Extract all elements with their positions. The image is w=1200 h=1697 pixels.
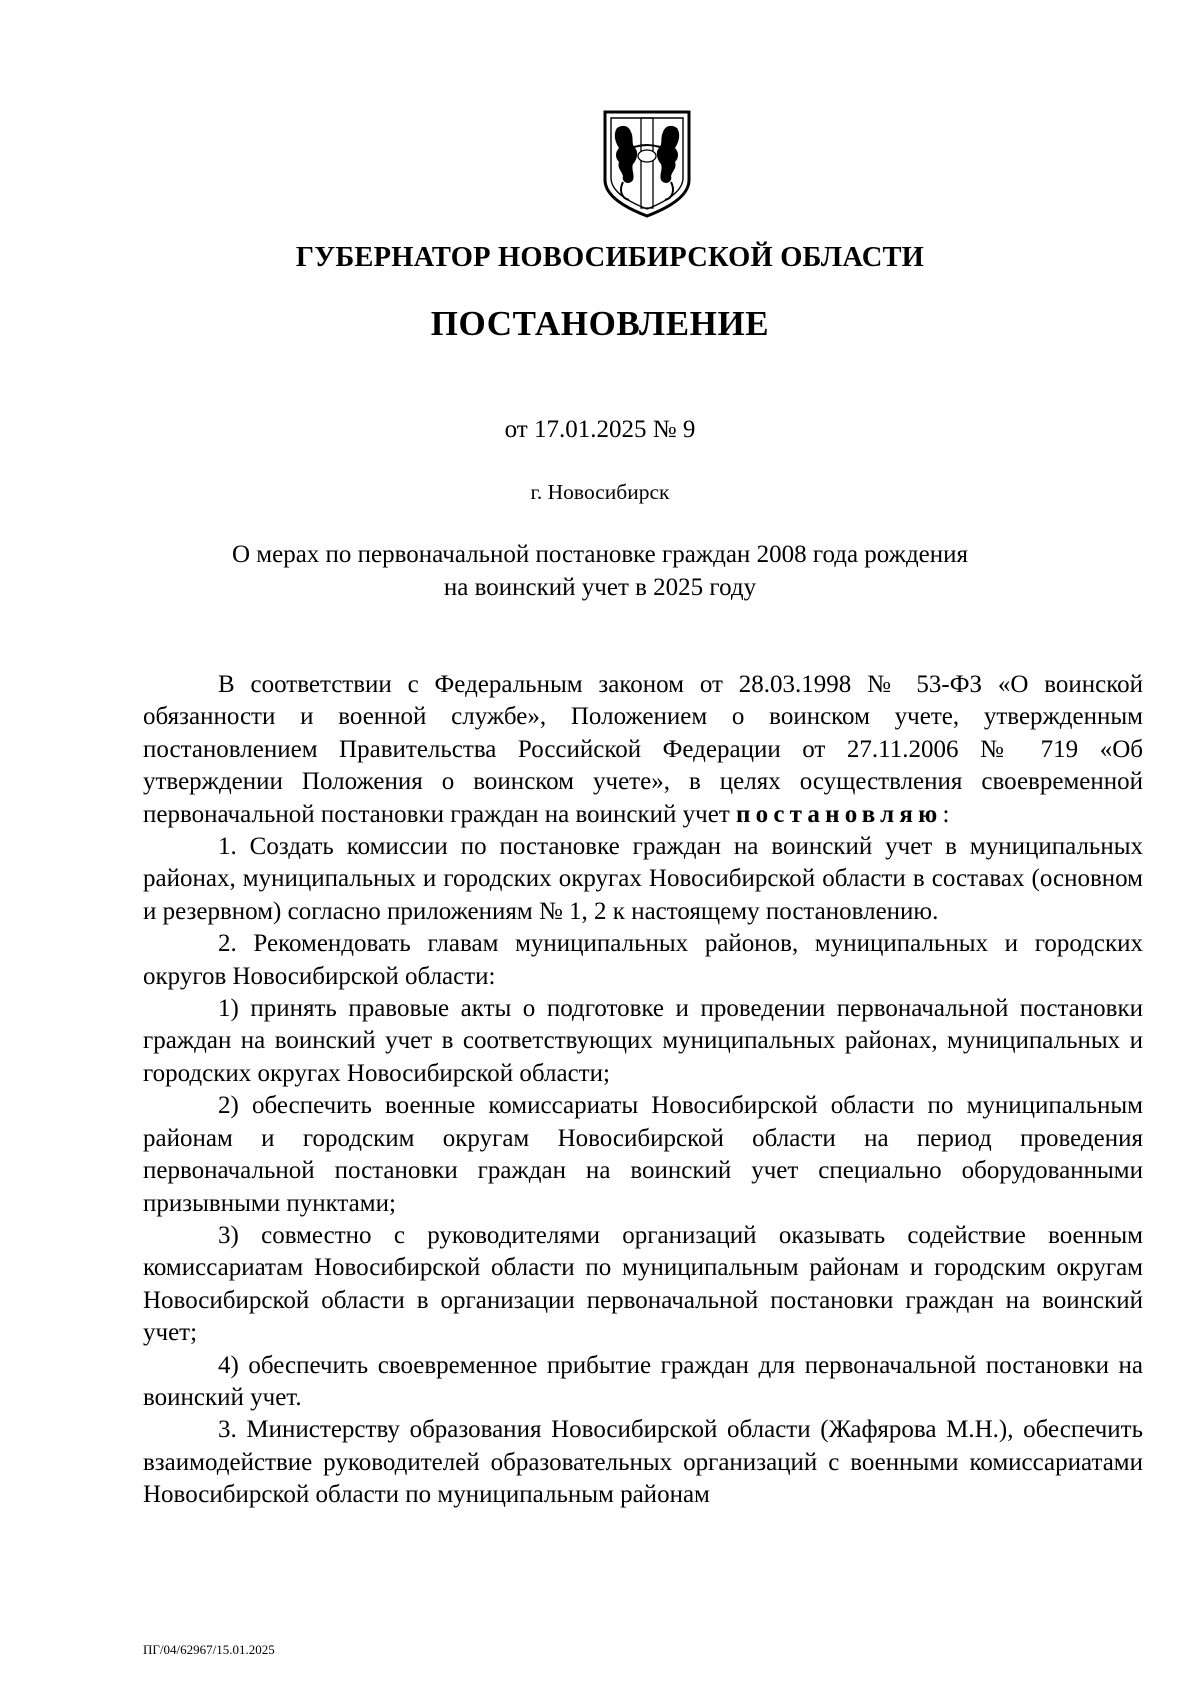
item-3-paragraph: 3. Министерству образования Новосибирской области (Жафярова М.Н.), обеспечить взаимодействие руководителей образовательных организаций с военными комиссариатами Новосибирской области по муниципальным районам <box>143 1416 1143 1509</box>
item-2-1-paragraph: 1) принять правовые акты о подготовке и проведении первоначальной постановки граждан на воинский учет в соответствующих муниципальных районах, муниципальных и городских округах Новосибирской области; <box>143 995 1143 1087</box>
item-2-3-paragraph: 3) совместно с руководителями организаций оказывать содействие военным комиссариатам Новосибирской области по муниципальным районам и городским округам Новосибирской области в организации первоначальной постановки граждан на воинский учет; <box>143 1221 1143 1347</box>
document-type: ПОСТАНОВЛЕНИЕ <box>430 304 770 343</box>
decree-word: постановляю <box>736 800 943 828</box>
document-city: г. Новосибирск <box>530 480 670 504</box>
decree-colon: : <box>942 800 950 828</box>
document-body <box>143 669 1143 1512</box>
item-2-paragraph: 2. Рекомендовать главам муниципальных районов, муниципальных и городских округов Новосибирской области: <box>143 930 1143 990</box>
title-line-2: на воинский учет в 2025 году <box>443 574 757 601</box>
item-2-4-paragraph: 4) обеспечить своевременное прибытие граждан для первоначальной постановки на воинский учет. <box>143 1351 1143 1411</box>
title-line-1: О мерах по первоначальной постановке граждан 2008 года рождения <box>231 541 969 568</box>
preamble-paragraph <box>143 669 1143 831</box>
item-1-paragraph: 1. Создать комиссии по постановке граждан на воинский учет в муниципальных районах, муниципальных и городских округах Новосибирской области в составах (основном и резервном) согласно приложениям № 1, 2 к настоящему постановлению. <box>143 833 1143 925</box>
document-date-number: от 17.01.2025 № 9 <box>504 416 696 443</box>
preamble-text: В соответствии с Федеральным законом от 28.03.1998 № 53-ФЗ «О воинской обязанности и военной службе», Положением о воинском учете, утвержденным постановлением Правительства Российской Федерации от 27.11.2006 № 719 «Об утверждении Положения о воинском учете», в целях осуществления своевременной первоначальной постановки граждан на воинский учет <box>143 671 1143 828</box>
item-2-2-paragraph: 2) обеспечить военные комиссариаты Новосибирской области по муниципальным районам и городским округам Новосибирской области на период проведения первоначальной постановки граждан на воинский учет специально оборудованными призывными пунктами; <box>143 1092 1143 1217</box>
issuing-authority: ГУБЕРНАТОР НОВОСИБИРСКОЙ ОБЛАСТИ <box>295 242 925 273</box>
document-title <box>0 538 1200 604</box>
document-registration-code: ПГ/04/62967/15.01.2025 <box>143 1642 275 1657</box>
coat-of-arms-emblem <box>601 108 693 220</box>
